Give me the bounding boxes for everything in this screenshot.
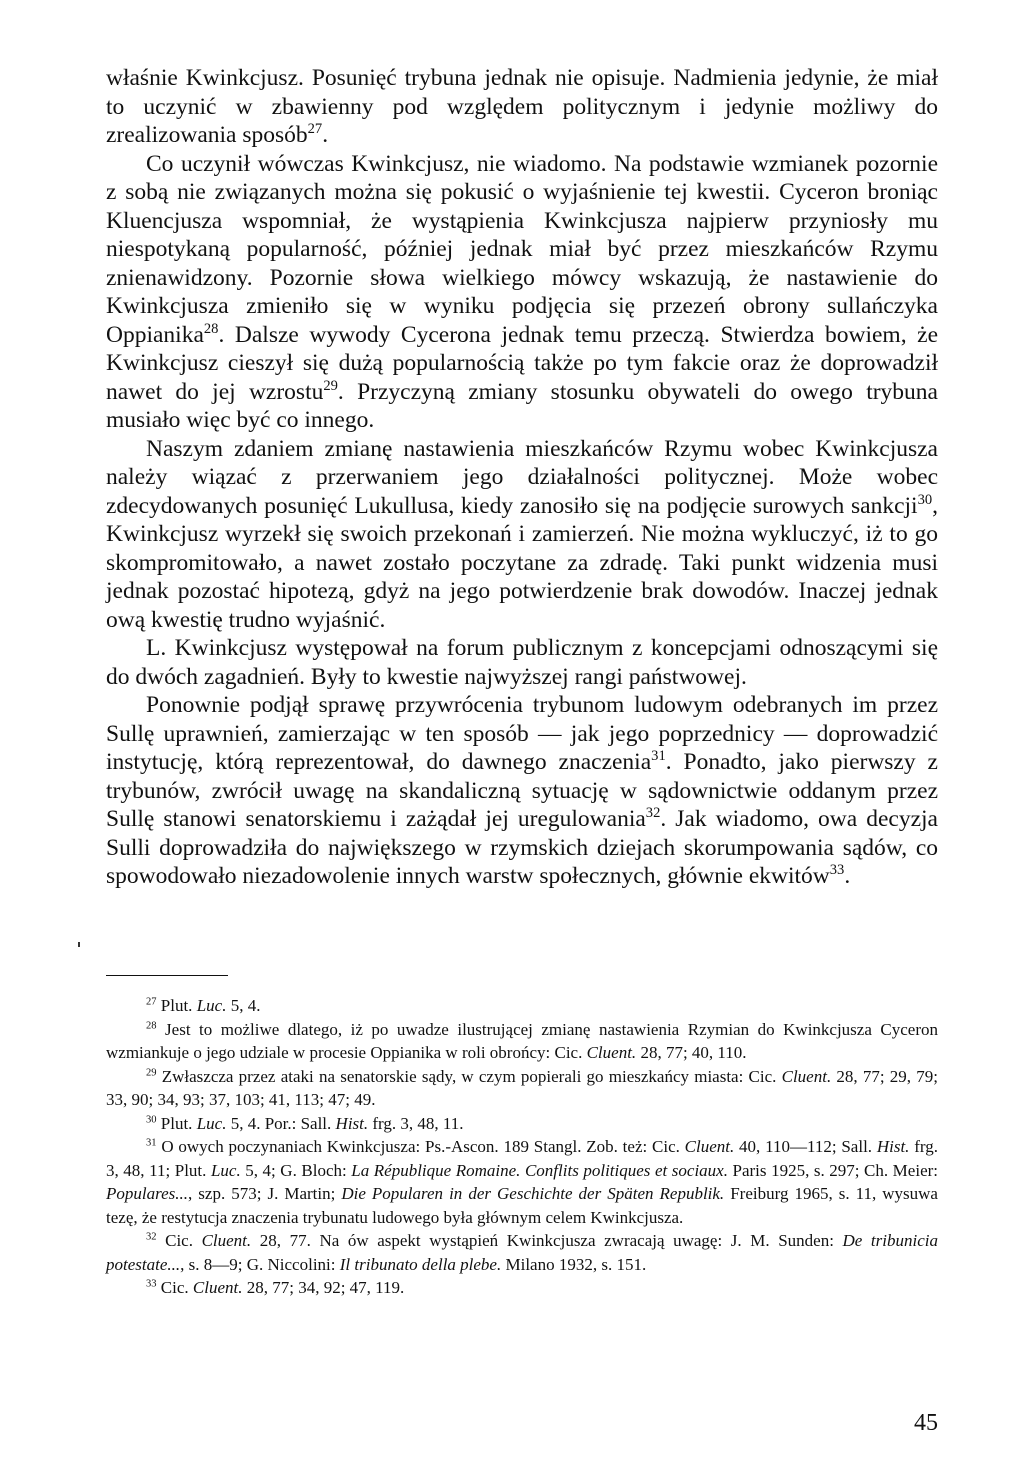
footnote-marker: 28 [203, 320, 219, 337]
footnote: $^{28}$ Jest to możliwe dlatego, iż po uwadze ilustrującej zmianę nastawienia Rzymian do Kwinkcjusza Cyceron wzmiankuje o jego udziale w procesie Oppianika w roli obrońcy: Cic. Cluent. 28, 77; 40, 110. [106, 1019, 938, 1062]
page-number: 45 [914, 1410, 938, 1436]
footnote-marker: 29 [323, 377, 338, 394]
paragraph: właśnie Kwinkcjusz. Posunięć trybuna jednak nie opisuje. Nadmienia jedynie, że miał to uczynić w zbawienny pod względem politycznym i jedynie możliwy do zrealizowania sposób$^{27}$. [106, 65, 938, 148]
main-text [106, 64, 938, 891]
paragraph: Ponownie podjął sprawę przywrócenia trybunom ludowym odebranych im przez Sullę uprawnień, zamierzając w ten sposób — jak jego poprzednicy — doprowadzić instytucję, którą reprezentował, do dawnego znaczenia$^{31}$. Ponadto, jako pierwszy z trybunów, zwrócił uwagę na skandaliczną sytuację w sądownictwie oddanym przez Sullę stanowi senatorskiemu i zażądał jej uregulowania$^{32}$. Jak wiadomo, owa decyzja Sulli doprowadziła do największego w rzymskich dziejach skorumpowania sądów, co spowodowało niezadowolenie innych warstw społecznych, głównie ekwitów$^{33}$. [106, 692, 938, 889]
footnote-marker: 31 [651, 748, 666, 765]
paragraph: Naszym zdaniem zmianę nastawienia mieszkańców Rzymu wobec Kwinkcjusza należy wiązać z przerwaniem jego działalności politycznej. Może wobec zdecydowanych posunięć Lukullusa, kiedy zanosiło się na podjęcie surowych sankcji$^{30}$, Kwinkcjusz wyrzekł się swoich przekonań i zamierzeń. Nie można wykluczyć, iż to go skompromitowało, a nawet zostało poczytane za zdradę. Taki punkt widzenia musi jednak pozostać hipotezą, gdyż na jego potwierdzenie brak dowodów. Inaczej jednak ową kwestię trudno wyjaśnić. [106, 435, 938, 633]
footnote: $^{31}$ O owych poczynaniach Kwinkcjusza: Ps.-Ascon. 189 Stangl. Zob. też: Cic. Cluent. 40, 110—112; Sall. Hist. frg. 3, 48, 11; Plut. Luc. 5, 4; G. Bloch: La République Romaine. Conflits politiques et sociaux. Paris 1925, s. 297; Ch. Meier: Populares..., szp. 573; J. Martin; Die Popularen in der Geschichte der Späten Republik. Freiburg 1965, s. 11, wysuwa tezę, że restytucja znaczenia trybunatu ludowego była głównym celem Kwinkcjusza. [106, 1137, 938, 1227]
margin-mark [78, 942, 80, 947]
footnote-marker: 33 [146, 1278, 157, 1290]
footnote: $^{27}$ Plut. Luc. 5, 4. [146, 996, 261, 1015]
footnote-marker: 29 [146, 1066, 157, 1078]
footnote-marker: 30 [917, 491, 933, 508]
footnote-marker: 27 [307, 121, 323, 138]
footnote-marker: 31 [146, 1137, 157, 1149]
paragraph: Co uczynił wówczas Kwinkcjusz, nie wiadomo. Na podstawie wzmianek pozornie z sobą nie związanych można się pokusić o wyjaśnienie tej kwestii. Cyceron broniąc Kluencjusza wspomniał, że wystąpienia Kwinkcjusza najpierw przyniosły mu niespotykaną popularność, później jednak miał być przez mieszkańców Rzymu znienawidzony. Pozornie słowa wielkiego mówcy wskazują, że nastawienie do Kwinkcjusza zmieniło się w wyniku podjęcia się przezeń obrony sullańczyka Oppianika$^{28}$. Dalsze wywody Cycerona jednak temu przeczą. Stwierdza bowiem, że Kwinkcjusz cieszył się dużą popularnością także po tym fakcie oraz że doprowadził nawet do jej wzrostu$^{29}$. Przyczyną zmiany stosunku obywateli do owego trybuna musiało więc być co innego. [106, 150, 938, 433]
footnote: $^{32}$ Cic. Cluent. 28, 77. Na ów aspekt wystąpień Kwinkcjusza zwracają uwagę: J. M. Sunden: De tribunicia potestate..., s. 8—9; G. Niccolini: Il tribunato della plebe. Milano 1932, s. 151. [106, 1231, 938, 1274]
footnote-marker: 33 [829, 862, 845, 879]
footnote-marker: 30 [146, 1113, 157, 1125]
footnote-marker: 32 [146, 1231, 157, 1243]
footnote: $^{29}$ Zwłaszcza przez ataki na senatorskie sądy, w czym popierali go mieszkańcy miasta: Cic. Cluent. 28, 77; 29, 79; 33, 90; 34, 93; 37, 103; 41, 113; 47; 49. [106, 1066, 938, 1109]
footnotes [106, 994, 938, 1300]
footnote-marker: 32 [645, 805, 661, 822]
paragraph: L. Kwinkcjusz występował na forum publicznym z koncepcjami odnoszącymi się do dwóch zagadnień. Były to kwestie najwyższej rangi państwowej. [106, 635, 938, 690]
footnote-marker: 27 [146, 996, 157, 1008]
footnote: $^{30}$ Plut. Luc. 5, 4. Por.: Sall. Hist. frg. 3, 48, 11. [146, 1113, 464, 1133]
footnote-marker: 28 [146, 1019, 157, 1031]
footnote-rule [106, 975, 228, 976]
footnote: $^{33}$ Cic. Cluent. 28, 77; 34, 92; 47, 119. [146, 1278, 405, 1297]
